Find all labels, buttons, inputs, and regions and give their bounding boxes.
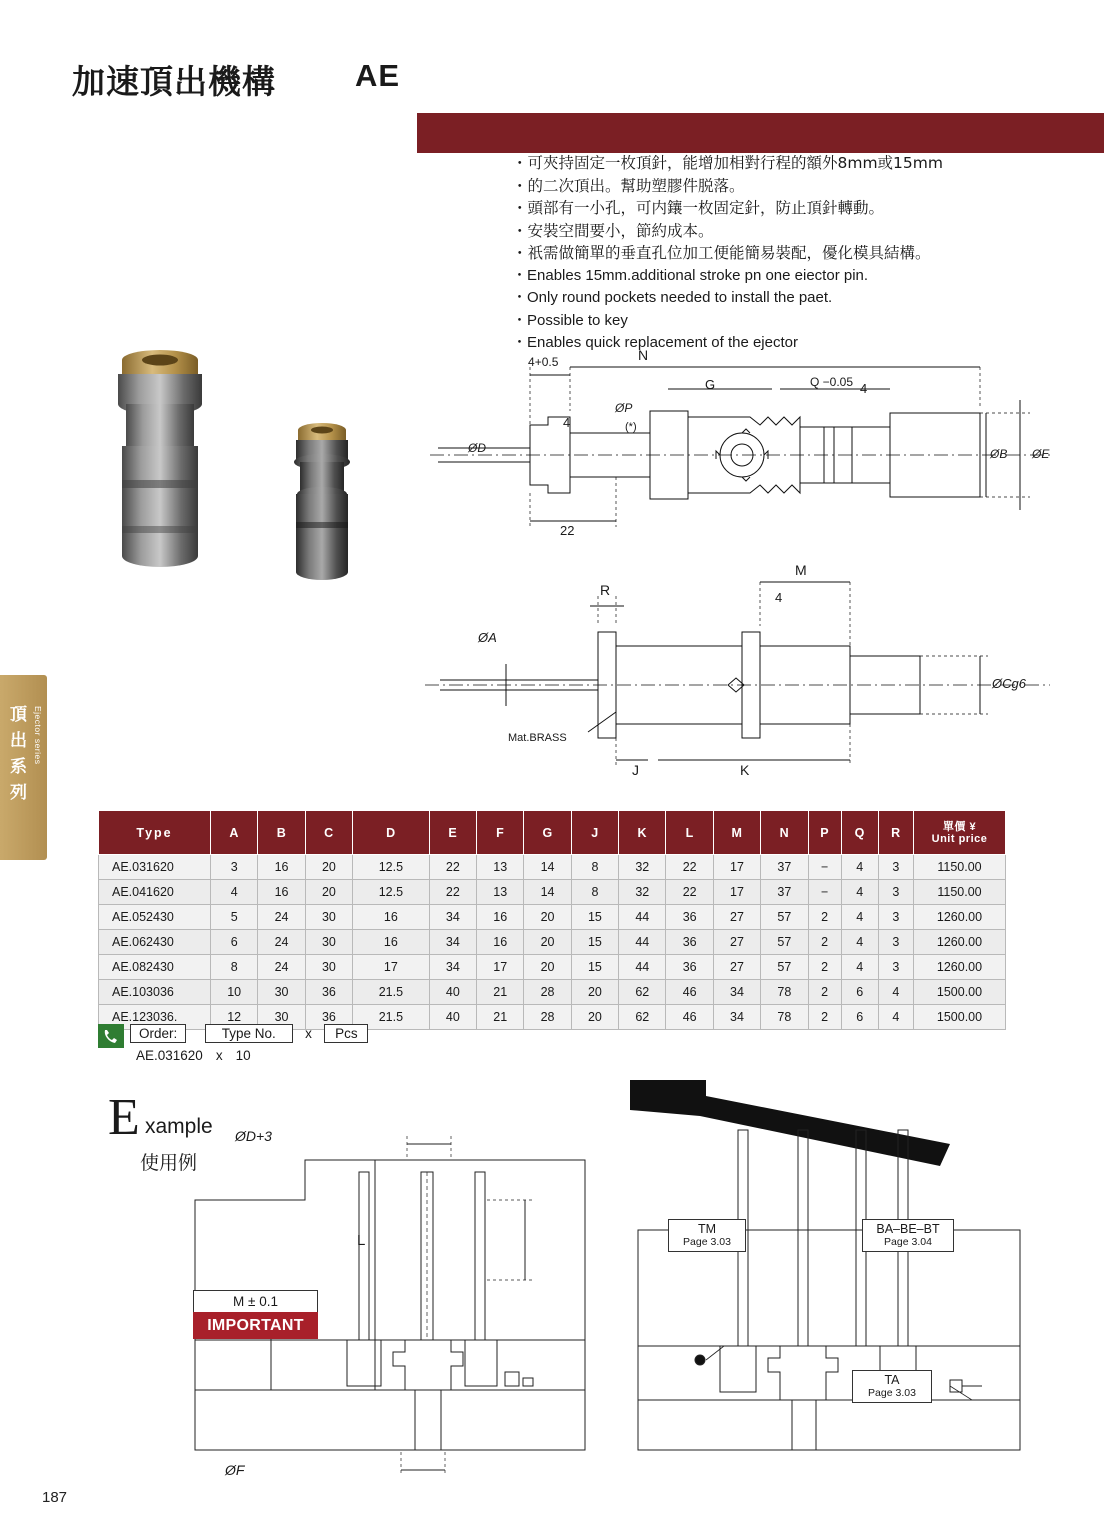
col-n: N xyxy=(761,811,808,855)
cell-type: AE.031620 xyxy=(99,855,211,880)
feature-item: ・安裝空間要小，節約成本。 xyxy=(512,221,714,240)
cell-k: 62 xyxy=(619,1005,666,1030)
cell-n: 57 xyxy=(761,905,808,930)
cell-p: − xyxy=(808,855,841,880)
table-row xyxy=(99,905,1006,930)
cell-d: 12.5 xyxy=(353,855,430,880)
cell-r: 4 xyxy=(878,980,913,1005)
cell-c: 30 xyxy=(305,905,352,930)
cell-b: 30 xyxy=(258,980,305,1005)
cell-m: 34 xyxy=(713,1005,760,1030)
cell-price: 1500.00 xyxy=(914,1005,1006,1030)
cell-r: 3 xyxy=(878,905,913,930)
cell-m: 27 xyxy=(713,905,760,930)
dim-4-left: 4 xyxy=(563,415,571,430)
col-k: K xyxy=(619,811,666,855)
cell-f: 16 xyxy=(477,930,524,955)
cell-j: 20 xyxy=(571,1005,618,1030)
cell-r: 3 xyxy=(878,930,913,955)
cell-l: 36 xyxy=(666,930,713,955)
cell-r: 3 xyxy=(878,855,913,880)
cell-k: 44 xyxy=(619,930,666,955)
cell-e: 34 xyxy=(429,930,476,955)
callout-tm-title: TM xyxy=(697,1222,717,1236)
cell-r: 4 xyxy=(878,1005,913,1030)
col-r: R xyxy=(878,811,913,855)
cell-g: 20 xyxy=(524,930,571,955)
cell-q: 6 xyxy=(841,1005,878,1030)
table-body xyxy=(99,855,1006,1030)
order-example-x: x xyxy=(215,1048,223,1063)
callout-tm-page: Page 3.03 xyxy=(683,1236,731,1248)
col-type: Type xyxy=(99,811,211,855)
order-example-type: AE.031620 xyxy=(136,1048,203,1063)
cell-price: 1260.00 xyxy=(914,930,1006,955)
cell-e: 34 xyxy=(429,905,476,930)
page-title-en: ACCELERLERATED EJECTOR xyxy=(434,71,716,90)
cell-f: 13 xyxy=(477,855,524,880)
cell-a: 4 xyxy=(211,880,258,905)
cell-a: 5 xyxy=(211,905,258,930)
important-badge: IMPORTANT xyxy=(193,1312,318,1339)
cell-type: AE.041620 xyxy=(99,880,211,905)
cell-b: 24 xyxy=(258,905,305,930)
cell-l: 36 xyxy=(666,955,713,980)
example-heading-rest: xample xyxy=(145,1115,213,1138)
cell-q: 4 xyxy=(841,880,878,905)
cell-e: 40 xyxy=(429,1005,476,1030)
order-multiply: x xyxy=(305,1025,312,1041)
callout-babebt-page: Page 3.04 xyxy=(884,1236,932,1248)
cell-n: 37 xyxy=(761,855,808,880)
example-diagram-right xyxy=(620,1070,1040,1470)
cell-price: 1150.00 xyxy=(914,880,1006,905)
cell-g: 28 xyxy=(524,1005,571,1030)
dim-K: K xyxy=(740,762,750,778)
feature-list xyxy=(512,152,1092,355)
col-p: P xyxy=(808,811,841,855)
callout-ta[interactable] xyxy=(852,1370,932,1403)
cell-d: 21.5 xyxy=(353,1005,430,1030)
table-row xyxy=(99,955,1006,980)
cell-n: 78 xyxy=(761,1005,808,1030)
cell-p: 2 xyxy=(808,980,841,1005)
cell-price: 1260.00 xyxy=(914,955,1006,980)
dim-4-05: 4+0.5 xyxy=(528,355,559,369)
feature-item: ・的二次頂出。幫助塑膠件脱落。 xyxy=(512,176,745,195)
product-photos xyxy=(100,330,430,620)
spec-table xyxy=(98,810,1006,1030)
technical-drawing-bottom xyxy=(420,560,1060,790)
cell-b: 16 xyxy=(258,880,305,905)
cell-q: 4 xyxy=(841,905,878,930)
cell-r: 3 xyxy=(878,955,913,980)
col-d: D xyxy=(353,811,430,855)
cell-c: 30 xyxy=(305,955,352,980)
cell-l: 46 xyxy=(666,980,713,1005)
cell-d: 21.5 xyxy=(353,980,430,1005)
table-row xyxy=(99,930,1006,955)
cell-l: 22 xyxy=(666,880,713,905)
order-example-qty: 10 xyxy=(235,1048,251,1063)
col-unit-price xyxy=(914,811,1006,855)
dim-OCg6: ØCg6 xyxy=(992,676,1026,691)
cell-q: 4 xyxy=(841,955,878,980)
cell-l: 36 xyxy=(666,905,713,930)
table-row xyxy=(99,980,1006,1005)
cell-m: 17 xyxy=(713,855,760,880)
dim-star: (*) xyxy=(625,421,637,433)
dim-22: 22 xyxy=(560,523,575,538)
feature-item: ・Enables 15mm.additional stroke pn one eiector pin. xyxy=(512,266,869,284)
cell-f: 13 xyxy=(477,880,524,905)
example-diagram-left xyxy=(175,1090,645,1480)
material-brass-label: Mat.BRASS xyxy=(508,732,567,744)
example-heading-letter: E xyxy=(108,1089,140,1146)
cell-b: 30 xyxy=(258,1005,305,1030)
col-m: M xyxy=(713,811,760,855)
cell-a: 6 xyxy=(211,930,258,955)
cell-b: 16 xyxy=(258,855,305,880)
cell-d: 17 xyxy=(353,955,430,980)
cell-c: 36 xyxy=(305,980,352,1005)
technical-drawing-top xyxy=(420,345,1060,560)
cell-j: 8 xyxy=(571,855,618,880)
cell-p: − xyxy=(808,880,841,905)
unit-price-cn: 單價 ¥ xyxy=(942,820,977,833)
dim-OB: ØB xyxy=(990,447,1008,461)
feature-item: ・祇需做簡單的垂直孔位加工便能簡易裝配，優化模具結構。 xyxy=(512,244,931,262)
feature-item: ・Only round pockets needed to install the paet. xyxy=(512,289,833,306)
page-title-cn: 加速頂出機構 xyxy=(72,62,276,101)
cell-k: 44 xyxy=(619,955,666,980)
cell-g: 14 xyxy=(524,880,571,905)
col-l: L xyxy=(666,811,713,855)
cell-price: 1260.00 xyxy=(914,905,1006,930)
cell-n: 37 xyxy=(761,880,808,905)
cell-l: 46 xyxy=(666,1005,713,1030)
cell-m: 17 xyxy=(713,880,760,905)
title-bar xyxy=(417,113,1104,153)
cell-k: 44 xyxy=(619,905,666,930)
cell-e: 34 xyxy=(429,955,476,980)
callout-babebt[interactable] xyxy=(862,1219,954,1252)
cell-price: 1500.00 xyxy=(914,980,1006,1005)
feature-item: ・頭部有一小孔，可内鑲一枚固定針，防止頂針轉動。 xyxy=(512,199,885,217)
table-row xyxy=(99,880,1006,905)
cell-c: 20 xyxy=(305,855,352,880)
cell-type: AE.062430 xyxy=(99,930,211,955)
cell-c: 20 xyxy=(305,880,352,905)
callout-ta-page: Page 3.03 xyxy=(868,1387,916,1399)
col-q: Q xyxy=(841,811,878,855)
cell-c: 36 xyxy=(305,1005,352,1030)
cell-k: 32 xyxy=(619,880,666,905)
cell-p: 2 xyxy=(808,930,841,955)
cell-a: 8 xyxy=(211,955,258,980)
order-pcs-field[interactable]: Pcs xyxy=(324,1024,368,1043)
dim-L: L xyxy=(357,1232,366,1249)
cell-j: 15 xyxy=(571,955,618,980)
table-row xyxy=(99,855,1006,880)
cell-n: 78 xyxy=(761,980,808,1005)
cell-f: 21 xyxy=(477,980,524,1005)
dim-OD: ØD xyxy=(468,441,486,455)
col-c: C xyxy=(305,811,352,855)
cell-f: 16 xyxy=(477,905,524,930)
cell-e: 22 xyxy=(429,880,476,905)
cell-a: 10 xyxy=(211,980,258,1005)
cell-k: 62 xyxy=(619,980,666,1005)
table-header-row xyxy=(99,811,1006,855)
col-b: B xyxy=(258,811,305,855)
cell-n: 57 xyxy=(761,930,808,955)
cell-g: 28 xyxy=(524,980,571,1005)
cell-p: 2 xyxy=(808,955,841,980)
example-heading-cn: 使用例 xyxy=(140,1152,198,1174)
dim-J: J xyxy=(632,762,639,778)
dim-G: G xyxy=(705,377,716,392)
cell-n: 57 xyxy=(761,955,808,980)
side-tab-label-cn: 頂出系列 xyxy=(10,705,27,803)
page-number: 187 xyxy=(42,1489,68,1506)
order-label: Order: xyxy=(130,1024,186,1043)
cell-p: 2 xyxy=(808,1005,841,1030)
feature-item: ・Possible to key xyxy=(512,311,628,329)
cell-e: 22 xyxy=(429,855,476,880)
cell-j: 20 xyxy=(571,980,618,1005)
col-a: A xyxy=(211,811,258,855)
cell-b: 24 xyxy=(258,930,305,955)
dim-R: R xyxy=(600,582,611,598)
cell-j: 8 xyxy=(571,880,618,905)
cell-e: 40 xyxy=(429,980,476,1005)
cell-j: 15 xyxy=(571,930,618,955)
dim-Q: Q −0.05 xyxy=(810,375,854,389)
cell-d: 16 xyxy=(353,905,430,930)
col-g: G xyxy=(524,811,571,855)
cell-d: 16 xyxy=(353,930,430,955)
cell-m: 27 xyxy=(713,955,760,980)
cell-k: 32 xyxy=(619,855,666,880)
dim-OE: ØE xyxy=(1032,447,1050,461)
dim-N: N xyxy=(638,347,649,363)
cell-type: AE.082430 xyxy=(99,955,211,980)
photo-ejector-large xyxy=(118,350,202,567)
cell-type: AE.103036 xyxy=(99,980,211,1005)
feature-item: ・Enables quick replacement of the ejector xyxy=(512,334,798,351)
cell-m: 34 xyxy=(713,980,760,1005)
cell-c: 30 xyxy=(305,930,352,955)
phone-icon xyxy=(98,1024,124,1048)
cell-m: 27 xyxy=(713,930,760,955)
order-type-field[interactable]: Type No. xyxy=(205,1024,293,1043)
cell-type: AE.123036. xyxy=(99,1005,211,1030)
callout-babebt-title: BA–BE–BT xyxy=(876,1222,940,1236)
col-j: J xyxy=(571,811,618,855)
cell-f: 21 xyxy=(477,1005,524,1030)
order-area xyxy=(98,1024,518,1070)
cell-p: 2 xyxy=(808,905,841,930)
cell-g: 20 xyxy=(524,905,571,930)
cell-j: 15 xyxy=(571,905,618,930)
cell-d: 12.5 xyxy=(353,880,430,905)
cell-g: 14 xyxy=(524,855,571,880)
side-tab-label-en: Ejector series xyxy=(33,706,43,765)
feature-item: ・可夾持固定一枚頂針，能增加相對行程的額外8mm或15mm xyxy=(512,154,943,172)
dim-OF: ØF xyxy=(225,1462,245,1478)
col-e: E xyxy=(429,811,476,855)
page-title-code: AE xyxy=(355,58,401,93)
order-example xyxy=(136,1048,251,1063)
m-tolerance-box: M ± 0.1 xyxy=(193,1290,318,1314)
dim-OD3: ØD+3 xyxy=(235,1128,272,1144)
cell-a: 3 xyxy=(211,855,258,880)
dim-M: M xyxy=(795,562,807,578)
cell-q: 4 xyxy=(841,930,878,955)
dim-4-right: 4 xyxy=(860,381,868,396)
cell-r: 3 xyxy=(878,880,913,905)
col-f: F xyxy=(477,811,524,855)
cell-l: 22 xyxy=(666,855,713,880)
photo-ejector-small xyxy=(294,423,350,580)
dim-OP: ØP xyxy=(615,401,633,415)
cell-price: 1150.00 xyxy=(914,855,1006,880)
cell-a: 12 xyxy=(211,1005,258,1030)
unit-price-en: Unit price xyxy=(931,832,988,845)
dim-4-bot: 4 xyxy=(775,590,783,605)
cell-type: AE.052430 xyxy=(99,905,211,930)
cell-f: 17 xyxy=(477,955,524,980)
cell-q: 6 xyxy=(841,980,878,1005)
dim-OA: ØA xyxy=(478,630,497,645)
callout-tm[interactable] xyxy=(668,1219,746,1252)
callout-ta-title: TA xyxy=(884,1373,900,1387)
cell-g: 20 xyxy=(524,955,571,980)
cell-q: 4 xyxy=(841,855,878,880)
cell-b: 24 xyxy=(258,955,305,980)
